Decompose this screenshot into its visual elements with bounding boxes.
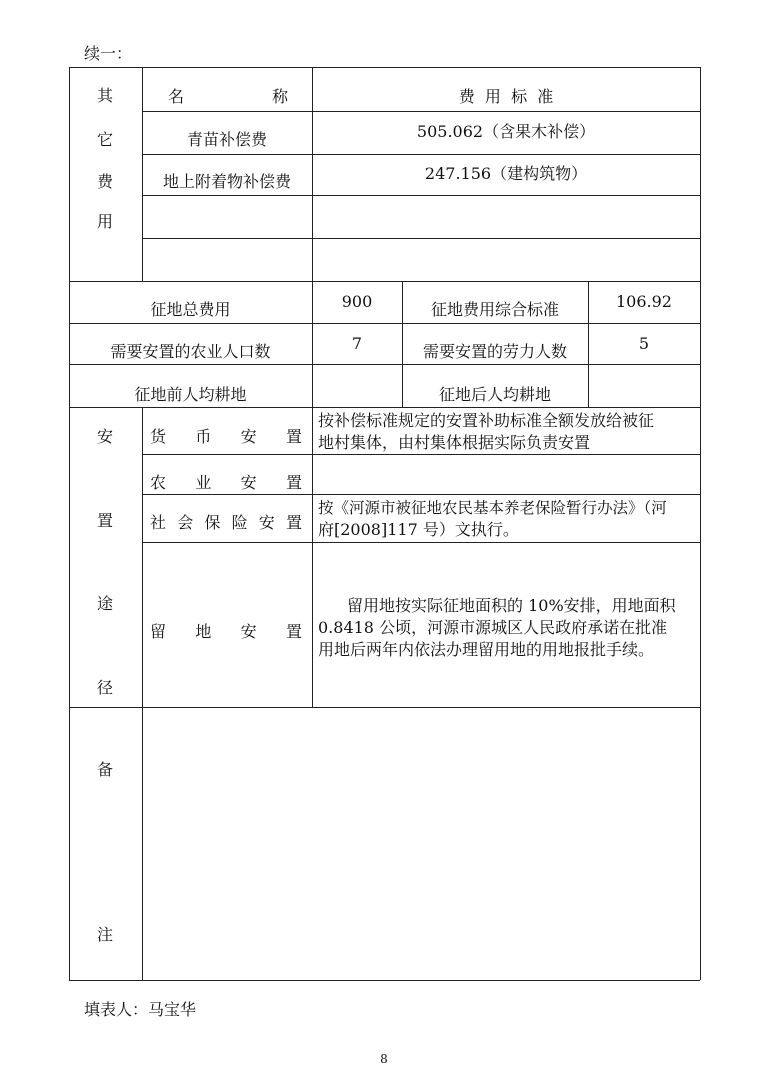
reserved-land-text-line2: 0.8418 公顷，河源市源城区人民政府承诺在批准 [318,618,668,637]
composite-standard-value: 106.92 [616,292,672,311]
total-fee-label: 征地总费用 [150,300,231,319]
agri-population-value: 7 [351,334,363,353]
side-char: 费 [97,172,114,191]
before-land-label: 征地前人均耕地 [134,385,247,404]
side-char: 注 [97,925,114,944]
reserved-land-text-line3: 用地后两年内依法办理留用地的用地报批手续。 [318,640,655,659]
side-char: 置 [97,511,114,530]
fee-standard: 505.062（含果木补偿） [416,122,596,141]
social-insurance-text-line1: 按《河源市被征地农民基本养老保险暂行办法》（河 [318,499,667,517]
side-char: 它 [97,130,114,149]
side-char: 用 [97,212,114,231]
currency-resettlement-text-line1: 按补偿标准规定的安置补助标准全额发放给被征 [318,411,655,430]
side-char: 安 [97,427,114,446]
side-char: 备 [97,760,114,779]
labor-count-value: 5 [638,334,650,353]
side-char: 径 [97,678,114,697]
page-number: 8 [380,1052,388,1066]
currency-resettlement-text-line2: 地村集体，由村集体根据实际负责安置 [318,433,591,452]
total-fee-value: 900 [341,292,373,311]
agri-population-label: 需要安置的农业人口数 [110,342,271,361]
fee-standard: 247.156（建构筑物） [424,164,588,183]
social-insurance-label: 社 会 保 险 安 置 [150,513,302,532]
continue-label: 续一： [84,44,133,63]
reserved-land-text-line1: 留用地按实际征地面积的 10%安排，用地面积 [347,596,676,615]
fee-name: 青苗补偿费 [186,130,267,149]
reserved-land-label: 留 地 安 置 [150,622,302,641]
agriculture-resettlement-label: 农 业 安 置 [150,473,302,492]
after-land-label: 征地后人均耕地 [438,385,551,404]
side-char: 其 [97,86,114,105]
currency-resettlement-label: 货 币 安 置 [150,427,302,446]
column-header-name: 名 称 [168,87,288,106]
filler-label: 填表人：马宝华 [84,1000,197,1019]
side-char: 途 [97,594,114,613]
composite-standard-label: 征地费用综合标准 [430,300,559,319]
labor-count-label: 需要安置的劳力人数 [422,342,567,361]
column-header-standard: 费 用 标 准 [458,87,554,106]
fee-name: 地上附着物补偿费 [162,172,291,191]
social-insurance-text-line2: 府[2008]117 号）文执行。 [318,520,519,539]
